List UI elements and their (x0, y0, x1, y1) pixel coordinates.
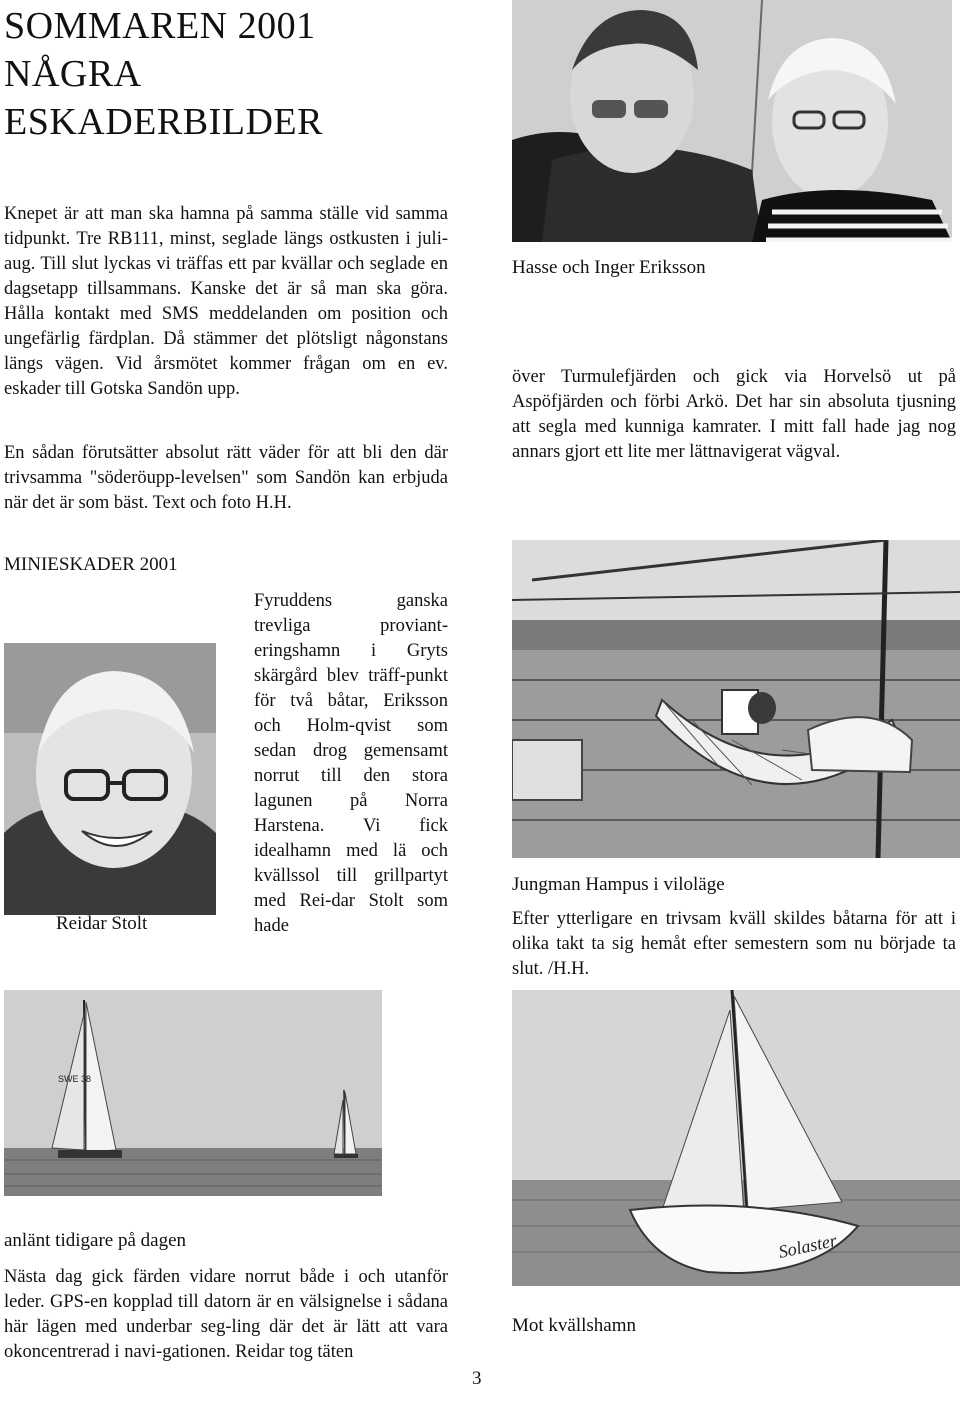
page-title (4, 2, 424, 146)
boat-name: Solaster (776, 1230, 839, 1262)
bottom-left-paragraph: Nästa dag gick färden vidare norrut både i och utanför leder. GPS-en kopplad till datorn är en välsignelse i sådana här lägen med underbar seg-ling där det är lätt att vara okoncentrerad i navi-gationen. Reidar tog täten (4, 1267, 448, 1362)
portrait-caption: Reidar Stolt (56, 913, 148, 934)
title-line-3: ESKADERBILDER (4, 101, 323, 143)
couple-photo (512, 0, 952, 242)
title-line-1: SOMMAREN 2001 (4, 5, 316, 47)
section-heading: MINIESKADER 2001 (4, 554, 178, 575)
right-paragraph-1: över Turmulefjärden och gick via Horvelsö ut på Aspöfjärden och förbi Arkö. Det har sin absoluta tjusning att segla med kunniga kamrater. I mitt fall hade jag nog annars gjort ett lite mer lättnavigerat vägval. (512, 367, 956, 462)
sailboats-photo (4, 990, 382, 1196)
hammock-caption: Jungman Hampus i viloläge (512, 874, 725, 895)
title-line-2: NÅGRA (4, 53, 142, 95)
portrait-photo (4, 643, 216, 915)
hammock-photo (512, 540, 960, 858)
couple-caption: Hasse och Inger Eriksson (512, 257, 706, 278)
page-number: 3 (472, 1368, 482, 1389)
sailboats-caption: anlänt tidigare på dagen (4, 1230, 187, 1251)
right-paragraph-2: Efter ytterligare en trivsam kväll skildes båtarna för att i olika takt ta sig hemåt efter semestern som nu började ta slut. /H.H. (512, 909, 956, 979)
middle-column-text: Fyruddens ganska trevliga proviant-eringshamn i Gryts skärgård blev träff-punkt för två båtar, Eriksson och Holm-qvist som sedan drog gemensamt norrut till den stora lagunen på Norra Harstena. Vi fick idealhamn med lä och kvällssol till grillpartyt med Rei-dar Stolt som hade (254, 591, 448, 936)
sail-number: SWE 38 (58, 1074, 92, 1084)
yacht-photo (512, 990, 960, 1286)
second-paragraph: En sådan förutsätter absolut rätt väder för att bli den där trivsamma "söderöupp-levelsen" som Sandön kan erbjuda när det är som bäst. Text och foto H.H. (4, 443, 448, 513)
yacht-caption: Mot kvällshamn (512, 1315, 637, 1336)
intro-paragraph: Knepet är att man ska hamna på samma ställe vid samma tidpunkt. Tre RB111, minst, seglade längs ostkusten i juli- aug. Till slut lyckas vi träffas ett par kvällar och seglade en dagsetapp tillsammans. Kanske det är så man ska göra. Hålla kontakt med SMS meddelanden om position och ungefärlig färdplan. Då stämmer det plötsligt någonstans längs vägen. Vid årsmötet kommer frågan om en ev. eskader till Gotska Sandön upp. (4, 204, 448, 399)
